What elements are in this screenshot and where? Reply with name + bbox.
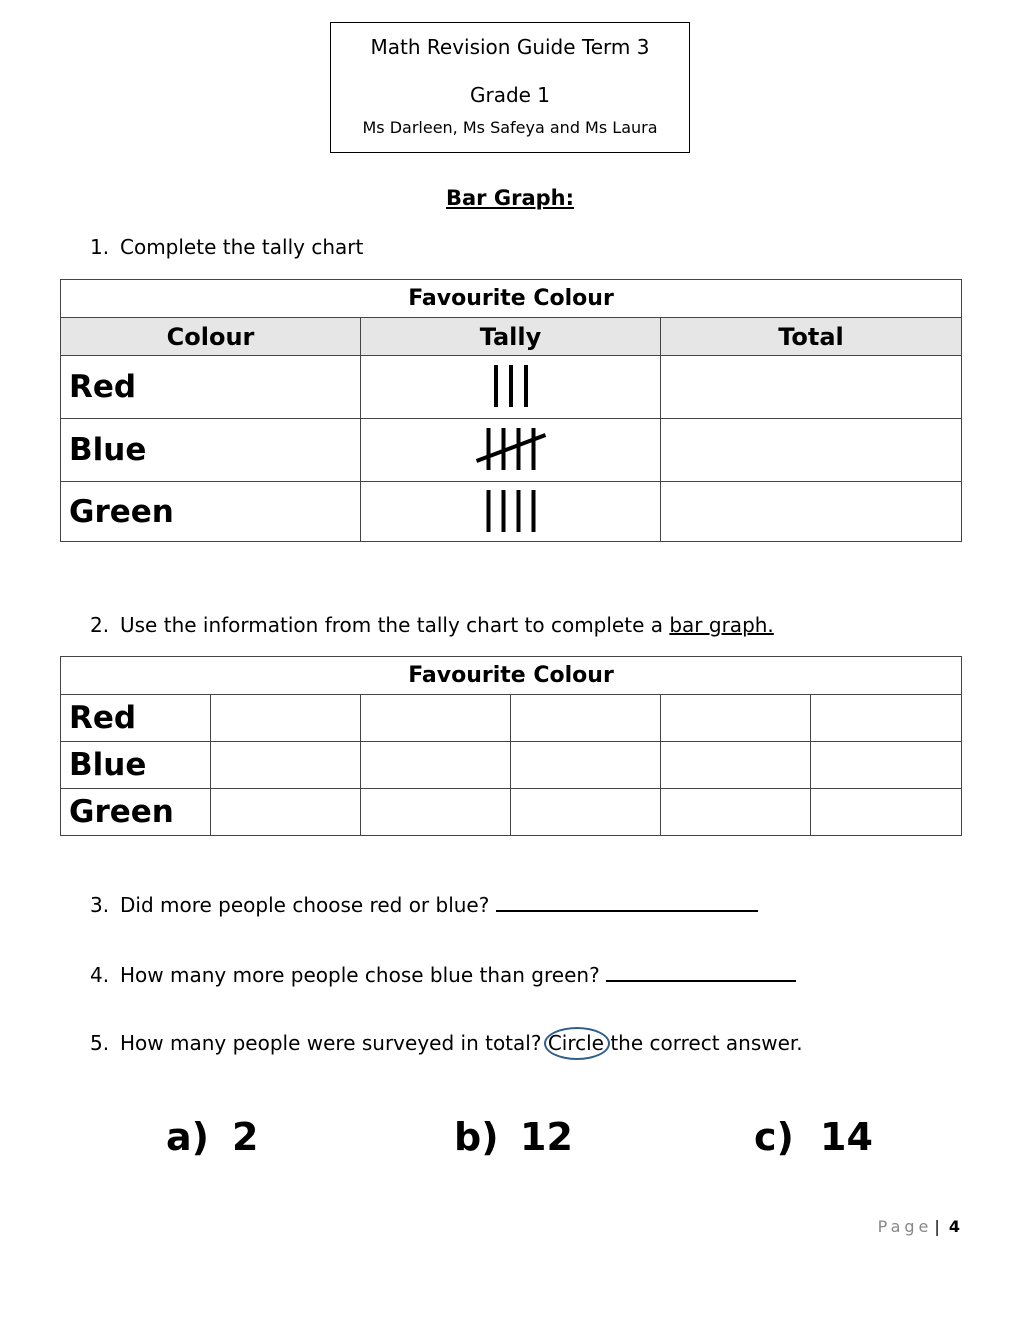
question-2-text: Use the information from the tally chart to complete a — [120, 613, 670, 637]
question-4 — [90, 960, 796, 987]
question-4-answer-line[interactable] — [606, 960, 796, 982]
answer-option-b[interactable] — [454, 1115, 573, 1159]
tally-header-total: Total — [661, 318, 962, 356]
total-input-cell[interactable] — [661, 419, 962, 482]
answer-option-a[interactable] — [166, 1115, 258, 1159]
bar-row-blue — [61, 742, 962, 789]
bar-cell[interactable] — [361, 695, 511, 742]
tally-marks-cell — [361, 356, 661, 419]
tally-marks-cell — [361, 482, 661, 542]
tally-colour-label: Blue — [61, 419, 361, 482]
bar-row-green — [61, 789, 962, 836]
bar-cell[interactable] — [211, 789, 361, 836]
bar-cell[interactable] — [661, 742, 811, 789]
bar-cell[interactable] — [811, 789, 962, 836]
header-grade: Grade 1 — [469, 83, 551, 107]
question-3-answer-line[interactable] — [496, 890, 758, 912]
tally-colour-label: Red — [61, 356, 361, 419]
tally-header-tally: Tally — [361, 318, 661, 356]
tally-table — [60, 279, 962, 542]
bar-colour-label: Green — [61, 789, 211, 836]
question-3 — [90, 890, 758, 917]
circled-word: Circle — [547, 1031, 604, 1055]
header-title: Math Revision Guide Term 3 — [370, 35, 650, 59]
tally-table-title: Favourite Colour — [61, 280, 962, 318]
bar-colour-label: Blue — [61, 742, 211, 789]
bar-row-red — [61, 695, 962, 742]
bar-cell[interactable] — [511, 742, 661, 789]
bar-colour-label: Red — [61, 695, 211, 742]
bar-cell[interactable] — [811, 695, 962, 742]
question-4-number: 4. — [90, 963, 110, 987]
question-1-number: 1. — [90, 235, 110, 259]
tally-marks-cell — [361, 419, 661, 482]
question-2 — [90, 613, 774, 637]
answer-letter: c) — [754, 1115, 794, 1159]
tally-marks — [466, 423, 556, 473]
answer-option-c[interactable] — [754, 1115, 873, 1159]
answer-value: 12 — [520, 1115, 573, 1159]
question-5 — [90, 1031, 803, 1055]
page-label: Page — [877, 1217, 933, 1236]
bar-cell[interactable] — [661, 695, 811, 742]
question-3-text: Did more people choose red or blue? — [120, 893, 490, 917]
question-2-number: 2. — [90, 613, 110, 637]
bar-cell[interactable] — [211, 695, 361, 742]
page-footer — [878, 1217, 960, 1236]
tally-colour-label: Green — [61, 482, 361, 542]
total-input-cell[interactable] — [661, 482, 962, 542]
section-title-text: Bar Graph: — [446, 186, 574, 210]
answer-value: 14 — [820, 1115, 873, 1159]
bar-cell[interactable] — [211, 742, 361, 789]
bar-cell[interactable] — [511, 695, 661, 742]
question-2-bar-graph-term: bar graph. — [669, 613, 774, 637]
page-number: 4 — [948, 1217, 960, 1236]
total-input-cell[interactable] — [661, 356, 962, 419]
tally-marks — [466, 485, 556, 535]
tally-row-green — [61, 482, 962, 542]
bar-cell[interactable] — [661, 789, 811, 836]
tally-marks — [466, 360, 556, 410]
tally-header-colour: Colour — [61, 318, 361, 356]
header-teachers: Ms Darleen, Ms Safeya and Ms Laura — [362, 118, 658, 137]
question-1-text: Complete the tally chart — [120, 235, 364, 259]
question-3-number: 3. — [90, 893, 110, 917]
question-5-text: How many people were surveyed in total? — [120, 1031, 548, 1055]
tally-row-red — [61, 356, 962, 419]
bar-cell[interactable] — [511, 789, 661, 836]
bar-cell[interactable] — [361, 789, 511, 836]
question-5-number: 5. — [90, 1031, 110, 1055]
question-4-text: How many more people chose blue than green? — [120, 963, 600, 987]
bar-graph-title: Favourite Colour — [61, 657, 962, 695]
question-1 — [90, 235, 363, 259]
answer-letter: b) — [454, 1115, 499, 1159]
bar-cell[interactable] — [361, 742, 511, 789]
answer-value: 2 — [232, 1115, 259, 1159]
bar-cell[interactable] — [811, 742, 962, 789]
section-title — [0, 186, 1020, 210]
question-5-text-end: the correct answer. — [603, 1031, 803, 1055]
header-box — [330, 22, 690, 153]
page-separator: | — [934, 1217, 940, 1236]
tally-row-blue — [61, 419, 962, 482]
answer-letter: a) — [166, 1115, 210, 1159]
bar-graph-grid — [60, 656, 962, 836]
